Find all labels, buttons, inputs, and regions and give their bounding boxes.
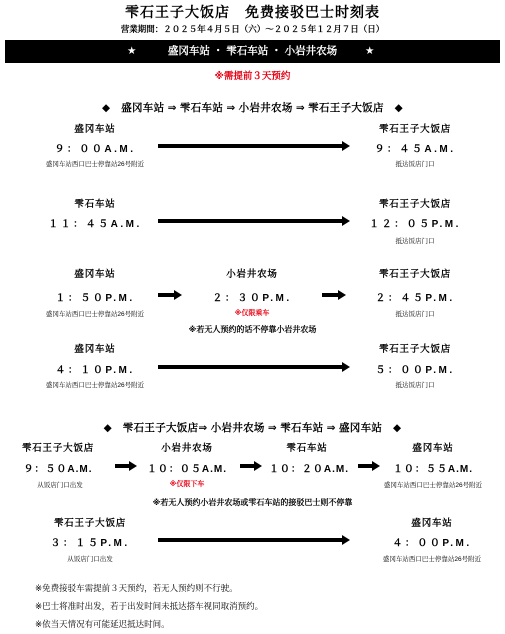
banner-routes: 盛冈车站 ・ 雫石车站 ・ 小岩井农场 bbox=[167, 45, 338, 57]
stop-name: 盛冈车站 bbox=[74, 124, 116, 135]
stop-name: 雫石王子大饭店 bbox=[378, 344, 452, 355]
stop-time: ９：４５A.M. bbox=[374, 144, 456, 155]
stop-name: 雫石王子大饭店 bbox=[378, 124, 452, 135]
stop-note: 盛冈车站西口巴士停靠站26号附近 bbox=[45, 161, 145, 168]
stop-name: 雫石王子大饭店 bbox=[21, 443, 95, 454]
stop-name: 盛冈车站 bbox=[74, 269, 116, 280]
stop-time: ３：１５P.M. bbox=[50, 538, 130, 549]
stop-name: 小岩井农场 bbox=[161, 443, 213, 454]
stop-name: 雫石王子大饭店 bbox=[53, 518, 127, 529]
stop-note: 抵达饭店门口 bbox=[395, 382, 435, 389]
boarding-only-note: ※仅限乘车 bbox=[234, 310, 270, 317]
stop-time: ９：００A.M. bbox=[54, 144, 136, 155]
stop-time: ２：３０P.M. bbox=[212, 293, 292, 304]
stop-name: 小岩井农场 bbox=[226, 269, 278, 280]
stop-time: ４：００P.M. bbox=[392, 538, 472, 549]
footer-note: ※依当天情况有可能延迟抵达时间。 bbox=[35, 619, 170, 629]
stop-name: 雫石车站 bbox=[74, 199, 116, 210]
stop-name: 盛冈车站 bbox=[411, 518, 453, 529]
route-banner bbox=[5, 40, 500, 63]
stop-name: 雫石王子大饭店 bbox=[378, 199, 452, 210]
stop-time: １２：０５P.M. bbox=[369, 219, 461, 230]
stop-name: 雫石车站 bbox=[286, 443, 328, 454]
stop-note: 盛冈车站西口巴士停靠站26号附近 bbox=[45, 311, 145, 318]
stop-time: ２：４５P.M. bbox=[375, 293, 455, 304]
stop-note: 盛冈车站西口巴士停靠站26号附近 bbox=[45, 382, 145, 389]
stop-time: １１：４５A.M. bbox=[48, 219, 142, 230]
stop-note: 从饭店门口出发 bbox=[37, 482, 83, 489]
stop-time: １０：０５A.M. bbox=[146, 464, 228, 475]
arrow-icon bbox=[158, 362, 350, 372]
footer-note: ※免费接驳车需提前３天预约，若无人预约则不行驶。 bbox=[35, 583, 238, 593]
stop-note: 抵达饭店门口 bbox=[395, 238, 435, 245]
stop-note: 盛冈车站西口巴士停靠站26号附近 bbox=[382, 556, 482, 563]
stop-time: １０：２０A.M. bbox=[268, 464, 350, 475]
stop-time: １：５０P.M. bbox=[55, 293, 135, 304]
arrow-icon bbox=[158, 141, 350, 151]
reservation-notice: ※需提前３天预约 bbox=[214, 71, 291, 82]
stop-time: ５：００P.M. bbox=[375, 365, 455, 376]
inbound-header: ◆ 雫石王子大饭店⇒ 小岩井农场 ⇒ 雫石车站 ⇒ 盛冈车站 ◆ bbox=[103, 422, 402, 434]
stop-name: 雫石王子大饭店 bbox=[378, 269, 452, 280]
stop-time: ４：１０P.M. bbox=[55, 365, 135, 376]
stop-name: 盛冈车站 bbox=[412, 443, 454, 454]
footer-note: ※巴士将准时出发，若于出发时间未抵达搭车视同取消预约。 bbox=[35, 601, 264, 611]
stop-note: 抵达饭店门口 bbox=[395, 161, 435, 168]
stop-note: 从饭店门口出发 bbox=[67, 556, 113, 563]
stop-name: 盛冈车站 bbox=[74, 344, 116, 355]
trip-remark: ※若无人预约小岩井农场或雫石车站的接驳巴士则不停靠 bbox=[152, 498, 353, 507]
arrow-icon bbox=[158, 216, 350, 226]
page-title: 雫石王子大饭店 免费接驳巴士时刻表 bbox=[125, 4, 380, 20]
stop-time: １０：５５A.M. bbox=[392, 464, 474, 475]
outbound-header: ◆ 盛冈车站 ⇒ 雫石车站 ⇒ 小岩井农场 ⇒ 雫石王子大饭店 ◆ bbox=[102, 102, 403, 114]
arrow-icon bbox=[158, 535, 350, 545]
star-icon: ★ bbox=[127, 45, 137, 57]
stop-note: 抵达饭店门口 bbox=[395, 311, 435, 318]
star-icon: ★ bbox=[365, 45, 375, 57]
stop-note: 盛冈车站西口巴士停靠站26号附近 bbox=[383, 482, 483, 489]
operating-period: 营業期間：２０２５年４月５日（六）～２０２５年１２月７日（日） bbox=[120, 24, 385, 34]
stop-time: ９：５０A.M. bbox=[23, 464, 93, 475]
alighting-only-note: ※仅限下车 bbox=[169, 481, 205, 488]
trip-remark: ※若无人预约的话不停靠小岩井农场 bbox=[188, 325, 317, 334]
